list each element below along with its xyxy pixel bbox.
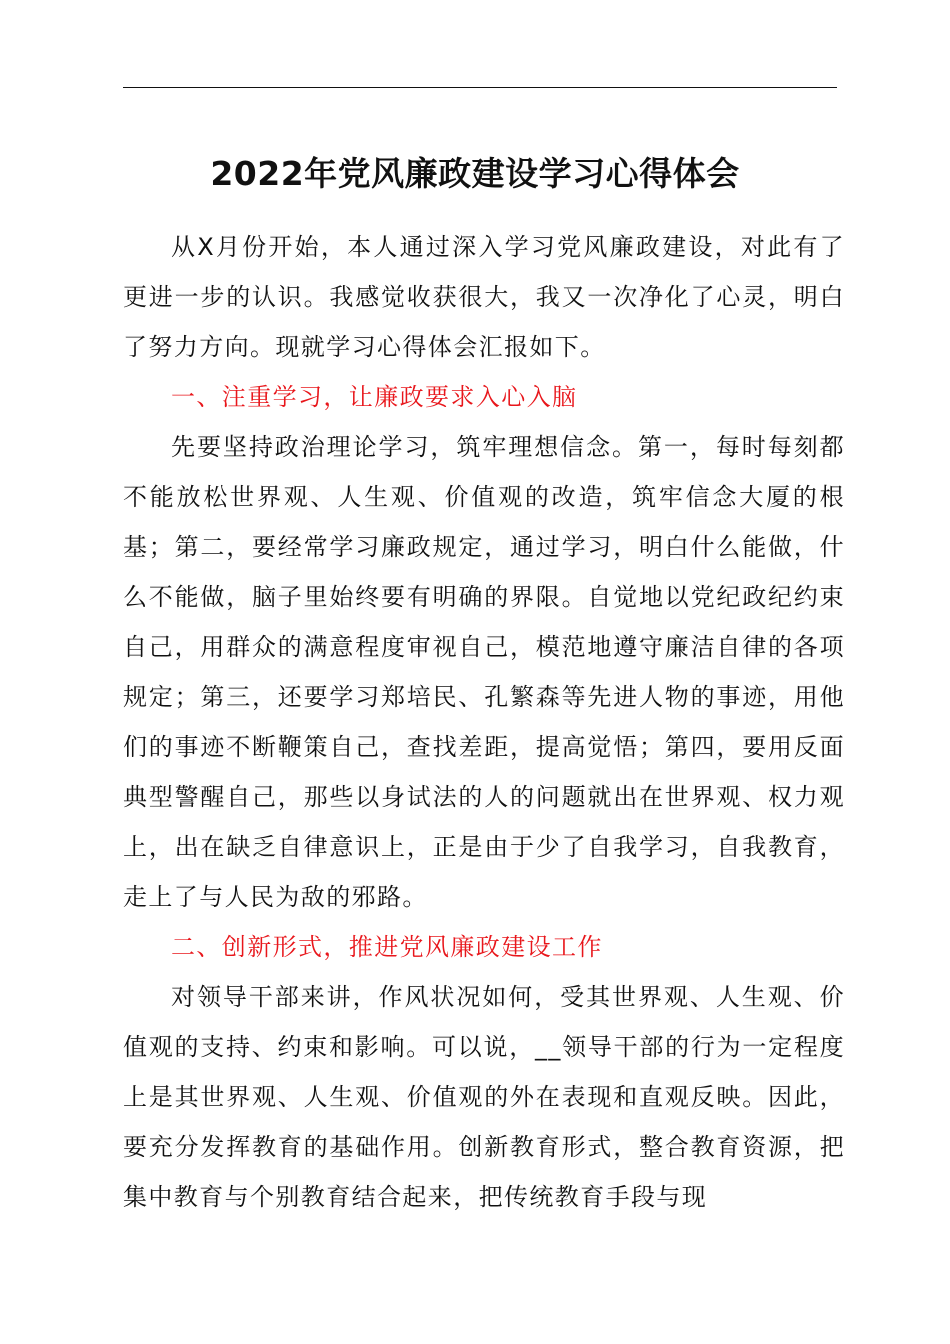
paragraph-section-2: 对领导干部来讲，作风状况如何，受其世界观、人生观、价值观的支持、约束和影响。可以说，__领导干部的行为一定程度上是其世界观、人生观、价值观的外在表现和直观反映。因此，要充分发挥教育的基础作用。创新教育形式，整合教育资源，把集中教育与个别教育结合起来，把传统教育手段与现 [123, 983, 845, 1211]
paragraph-section-1: 先要坚持政治理论学习，筑牢理想信念。第一，每时每刻都不能放松世界观、人生观、价值观的改造，筑牢信念大厦的根基；第二，要经常学习廉政规定，通过学习，明白什么能做，什么不能做，脑子里始终要有明确的界限。自觉地以党纪政纪约束自己，用群众的满意程度审视自己，模范地遵守廉洁自律的各项规定；第三，还要学习郑培民、孔繁森等先进人物的事迹，用他们的事迹不断鞭策自己，查找差距，提高觉悟；第四，要用反面典型警醒自己，那些以身试法的人的问题就出在世界观、权力观上，出在缺乏自律意识上，正是由于少了自我学习，自我教育，走上了与人民为敌的邪路。 [123, 433, 845, 911]
paragraph-intro: 从X月份开始，本人通过深入学习党风廉政建设，对此有了更进一步的认识。我感觉收获很大，我又一次净化了心灵，明白了努力方向。现就学习心得体会汇报如下。 [123, 233, 845, 361]
header-rule [123, 87, 837, 88]
section-heading-1: 一、注重学习，让廉政要求入心入脑 [171, 383, 578, 411]
section-heading-2: 二、创新形式，推进党风廉政建设工作 [171, 933, 603, 961]
document-body [123, 222, 845, 1222]
document-title: 2022年党风廉政建设学习心得体会 [210, 154, 740, 193]
